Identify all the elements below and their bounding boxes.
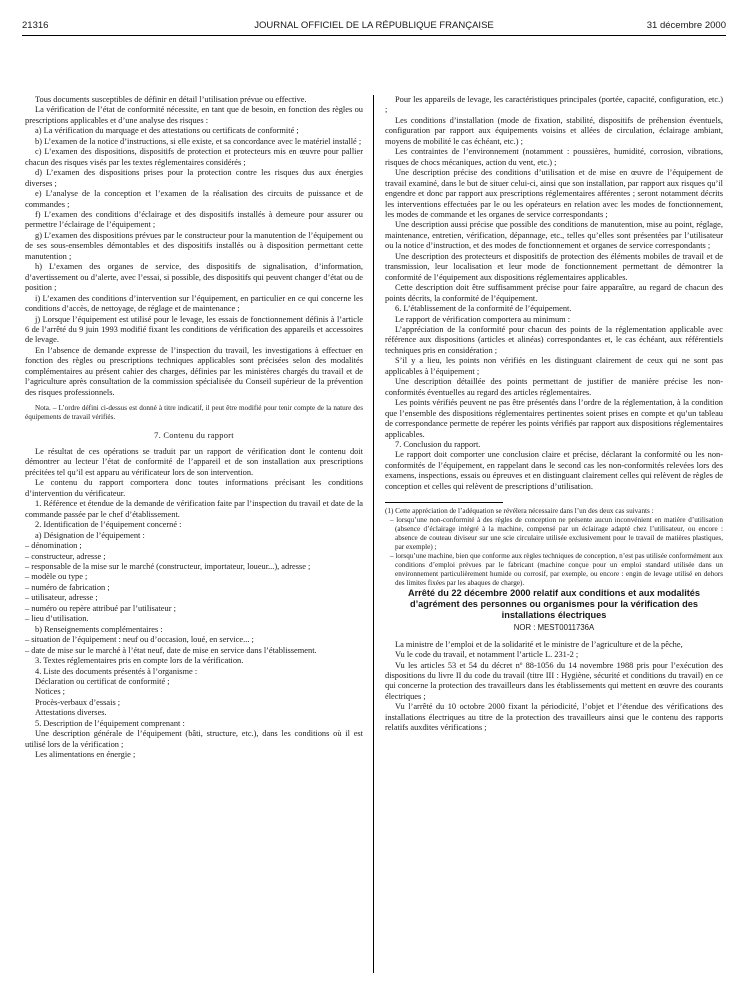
paragraph: Une description générale de l’équipement (bâti, structure, etc.), dans les conditions où il est utilisé lors de la vérification ; <box>25 729 363 749</box>
list-item: j) Lorsque l’équipement est utilisé pour le levage, les essais de fonctionnement définis à l’article 6 de l’arrêté du 9 juin 1993 modifié fixant les conditions de vérification des appareils et accessoires de levage. <box>25 314 363 345</box>
page-number: 21316 <box>22 20 49 31</box>
paragraph: La ministre de l’emploi et de la solidarité et le ministre de l’agriculture et de la pêche, <box>395 639 683 649</box>
left-column <box>25 95 363 761</box>
paragraph: Une description précise des conditions d’utilisation et de mise en œuvre de l’équipement de travail examiné, dans le but de situer celui-ci, ainsi que son installation, par rapport aux risques qu’il engendre et donc par rapport aux prescriptions réglementaires afférentes ; seront notamment décrits les interventions effectuées par le ou les opérateurs en relation avec les modes de fonctionnement, les modes de commande et les organes de service correspondants ; <box>385 168 723 219</box>
page-header <box>22 20 726 34</box>
column-divider <box>373 95 374 973</box>
paragraph: Vu le code du travail, et notamment l’article L. 231-2 ; <box>395 650 579 660</box>
paragraph: b) Renseignements complémentaires : <box>35 624 163 634</box>
paragraph: Le contenu du rapport comportera donc toutes informations précisant les conditions d’intervention du vérificateur. <box>25 478 363 498</box>
paragraph: Les conditions d’installation (mode de fixation, stabilité, dispositifs de préhension éventuels, configuration par rapport aux équipements voisins et allées de circulation, éclairage ambiant, moyens de mobilité le cas échéant, etc.) ; <box>385 115 723 146</box>
paragraph: Une description aussi précise que possible des conditions de manutention, mise au point, réglage, maintenance, entretien, vérification, dépannage, etc., telles qu’elles sont présentées par l’utilisateur ou la notice d’instruction, et des modes de fonctionnement et organes de service correspondants ; <box>385 220 723 251</box>
list-item: – dénomination ; <box>25 541 82 551</box>
list-item: Procès-verbaux d’essais ; <box>35 697 121 707</box>
paragraph: Les points vérifiés peuvent ne pas être présentés dans l’ordre de la réglementation, à la condition que l’ensemble des dispositions réglementaires pertinentes soient prises en compte et qu’un tableau de correspondance permette de repérer les points vérifiés par rapport aux dispositions réglementaires applicables. <box>385 398 723 439</box>
footnote-item: – lorsqu’une non-conformité à des règles de conception ne présente aucun inconvénient en matière d’utilisation (absence d’éclairage intégré à la machine, compensé par un éclairage adapté chez l’utilisateur, ou encore : absence de couteau diviseur sur une scie circulaire utilisée exclusivement pour le travail de matières plastiques, par exemple) ; <box>390 516 723 552</box>
paragraph: 2. Identification de l’équipement concerné : <box>35 520 182 530</box>
paragraph: 7. Conclusion du rapport. <box>395 439 481 449</box>
paragraph: Le résultat de ces opérations se traduit par un rapport de vérification dont le contenu doit démontrer au lecteur l’état de conformité de l’appareil et de son installation aux prescriptions précitées tel qu’il est apparu au vérificateur lors de son intervention. <box>25 447 363 477</box>
footnote-item: – lorsqu’une machine, bien que conforme aux règles techniques de conception, n’est pas utilisée conformément aux conditions d’emploi prévues par le fabricant (machine conçue pour un emploi standard utilisée dans un environnement particulièrement humide ou corrosif, par exemple, ou encore : engin de levage utilisé en dehors des limites fixées par les abaques de charge). <box>390 552 723 588</box>
paragraph: La vérification de l’état de conformité nécessite, en tant que de besoin, en fonction des règles ou prescriptions applicables et d’une analyse des risques : <box>25 105 363 125</box>
header-rule <box>22 35 726 36</box>
list-item: a) La vérification du marquage et des attestations ou certificats de conformité ; <box>35 126 299 136</box>
paragraph: S’il y a lieu, les points non vérifiés en les distinguant clairement de ceux qui ne sont pas applicables à l’équipement ; <box>385 356 723 376</box>
paragraph: Une description des protecteurs et dispositifs de protection des éléments mobiles de travail et de transmission, leur localisation et leur mode de fonctionnement permettant de démontrer la conformité de l’équipement aux dispositions réglementaires applicables. <box>385 251 723 282</box>
list-item: – utilisateur, adresse ; <box>25 593 98 603</box>
paragraph: 1. Référence et étendue de la demande de vérification faite par l’inspection du travail et date de la commande passée par le chef d’établissement. <box>25 499 363 519</box>
list-item: g) L’examen des dispositions prévues par le constructeur pour la manutention de l’équipement ou de ses sous-ensembles démontables et des dispositifs installés ou à disposition permettant cette manutention ; <box>25 230 363 261</box>
section-title: 7. Contenu du rapport <box>154 430 234 440</box>
list-item: h) L’examen des organes de service, des dispositifs de signalisation, d’information, d’avertissement ou d’alerte, avec l’essai, si possible, des dispositifs qui peuvent changer d’état ou de position ; <box>25 262 363 293</box>
nor-reference: NOR : MEST0011736A <box>513 623 595 633</box>
list-item: – lieu d’utilisation. <box>25 614 89 624</box>
paragraph: Une description détaillée des points permettant de justifier de manière précise les non-conformités éventuelles au regard des articles réglementaires. <box>385 377 723 397</box>
footnote-rule <box>385 502 503 503</box>
arrete-title: Arrêté du 22 décembre 2000 relatif aux conditions et aux modalités d’agrément des personnes ou organismes pour la vérification des installations électriques <box>407 588 701 621</box>
paragraph: Tous documents susceptibles de définir en détail l’utilisation prévue ou effective. <box>35 95 307 104</box>
paragraph: 5. Description de l’équipement comprenant : <box>35 718 185 728</box>
list-item: – numéro de fabrication ; <box>25 582 110 592</box>
paragraph: 6. L’établissement de la conformité de l’équipement. <box>395 304 572 314</box>
footnote-text: (1) Cette appréciation de l’adéquation se révélera nécessaire dans l’un des deux cas suivants : <box>385 507 654 516</box>
paragraph: 3. Textes réglementaires pris en compte lors de la vérification. <box>35 656 244 666</box>
paragraph: En l’absence de demande expresse de l’inspection du travail, les investigations à effectuer en fonction des règles ou prescriptions techniques applicables sont précisées selon des modalités complémentaires au présent cahier des charges, définies par les ministères chargés du travail et de l’agriculture après consultation de la commission spécialisée du Conseil supérieur de la prévention des risques professionnels. <box>25 345 363 397</box>
paragraph: Le rapport doit comporter une conclusion claire et précise, déclarant la conformité ou les non-conformités de l’équipement, en rappelant dans le second cas les non-conformités relevées lors des examens, inspections, essais ou épreuves et en distinguant clairement celles qui relèvent de règles de conception et celles qui relèvent de prescriptions d’utilisation. <box>385 450 723 491</box>
list-item: d) L’examen des dispositions prises pour la protection contre les risques dus aux énergies diverses ; <box>25 168 363 188</box>
right-column <box>385 95 723 734</box>
footnote <box>385 507 723 588</box>
nota-note: Nota. – L’ordre défini ci-dessus est donné à titre indicatif, il peut être modifié pour tenir compte de la nature des équipements de travail vérifiés. <box>25 404 363 422</box>
paragraph: Le rapport de vérification comportera au minimum : <box>395 314 571 324</box>
list-item: – responsable de la mise sur le marché (constructeur, importateur, loueur...), adresse ; <box>25 561 311 571</box>
list-item: Notices ; <box>35 687 66 697</box>
list-item: c) L’examen des dispositions, dispositifs de protection et protecteurs mis en œuvre pour pallier chacun des risques visés par les textes réglementaires considérés ; <box>25 147 363 167</box>
paragraph: Vu l’arrêté du 10 octobre 2000 fixant la périodicité, l’objet et l’étendue des vérifications des installations électriques au titre de la protection des travailleurs ainsi que le contenu des rapports relatifs auxdites vérifications ; <box>385 702 723 733</box>
paragraph: a) Désignation de l’équipement : <box>35 530 145 540</box>
paragraph: L’appréciation de la conformité pour chacun des points de la réglementation applicable avec référence aux dispositions (articles et alinéas) correspondantes et, le cas échéant, aux référentiels techniques pris en considération ; <box>385 324 723 355</box>
paragraph: Les alimentations en énergie ; <box>35 750 136 760</box>
list-item: – modèle ou type ; <box>25 572 88 582</box>
paragraph: Cette description doit être suffisamment précise pour faire apparaître, au regard de chacun des points décrits, la conformité de l’équipement. <box>385 283 723 303</box>
paragraph: 4. Liste des documents présentés à l’organisme : <box>35 666 198 676</box>
journal-title: JOURNAL OFFICIEL DE LA RÉPUBLIQUE FRANÇAISE <box>254 20 494 31</box>
list-item: i) L’examen des conditions d’intervention sur l’équipement, en particulier en ce qui concerne les conditions d’accès, de nettoyage, de réglage et de maintenance ; <box>25 293 363 314</box>
paragraph: Pour les appareils de levage, les caractéristiques principales (portée, capacité, configuration, etc.) ; <box>385 95 723 115</box>
list-item: – situation de l’équipement : neuf ou d’occasion, loué, en service... ; <box>25 635 254 645</box>
list-item: Attestations diverses. <box>35 708 107 718</box>
list-item: – constructeur, adresse ; <box>25 551 106 561</box>
list-item: – numéro ou repère attribué par l’utilisateur ; <box>25 603 176 613</box>
paragraph: Les contraintes de l’environnement (notamment : poussières, humidité, corrosion, vibrations, risques de chocs mécaniques, action du vent, etc.) ; <box>385 147 723 167</box>
issue-date: 31 décembre 2000 <box>646 20 726 31</box>
list-item: f) L’examen des conditions d’éclairage et des dispositifs installés à demeure pour assurer ou permettre l’éclairage de l’équipement ; <box>25 209 363 230</box>
paragraph: Vu les articles 53 et 54 du décret nº 88-1056 du 14 novembre 1988 pris pour l’exécution des dispositions du livre II du code du travail (titre III : Hygiène, sécurité et conditions du travail) en ce qui concerne la protection des travailleurs dans les établissements qui mettent en œuvre des courants électriques ; <box>385 660 723 701</box>
list-item: – date de mise sur le marché à l’état neuf, date de mise en service dans l’établissement. <box>25 645 317 655</box>
list-item: Déclaration ou certificat de conformité ; <box>35 676 170 686</box>
list-item: e) L’analyse de la conception et l’examen de la réalisation des circuits de puissance et de commandes ; <box>25 189 363 209</box>
list-item: b) L’examen de la notice d’instructions, si elle existe, et sa concordance avec le matériel installé ; <box>35 136 362 146</box>
